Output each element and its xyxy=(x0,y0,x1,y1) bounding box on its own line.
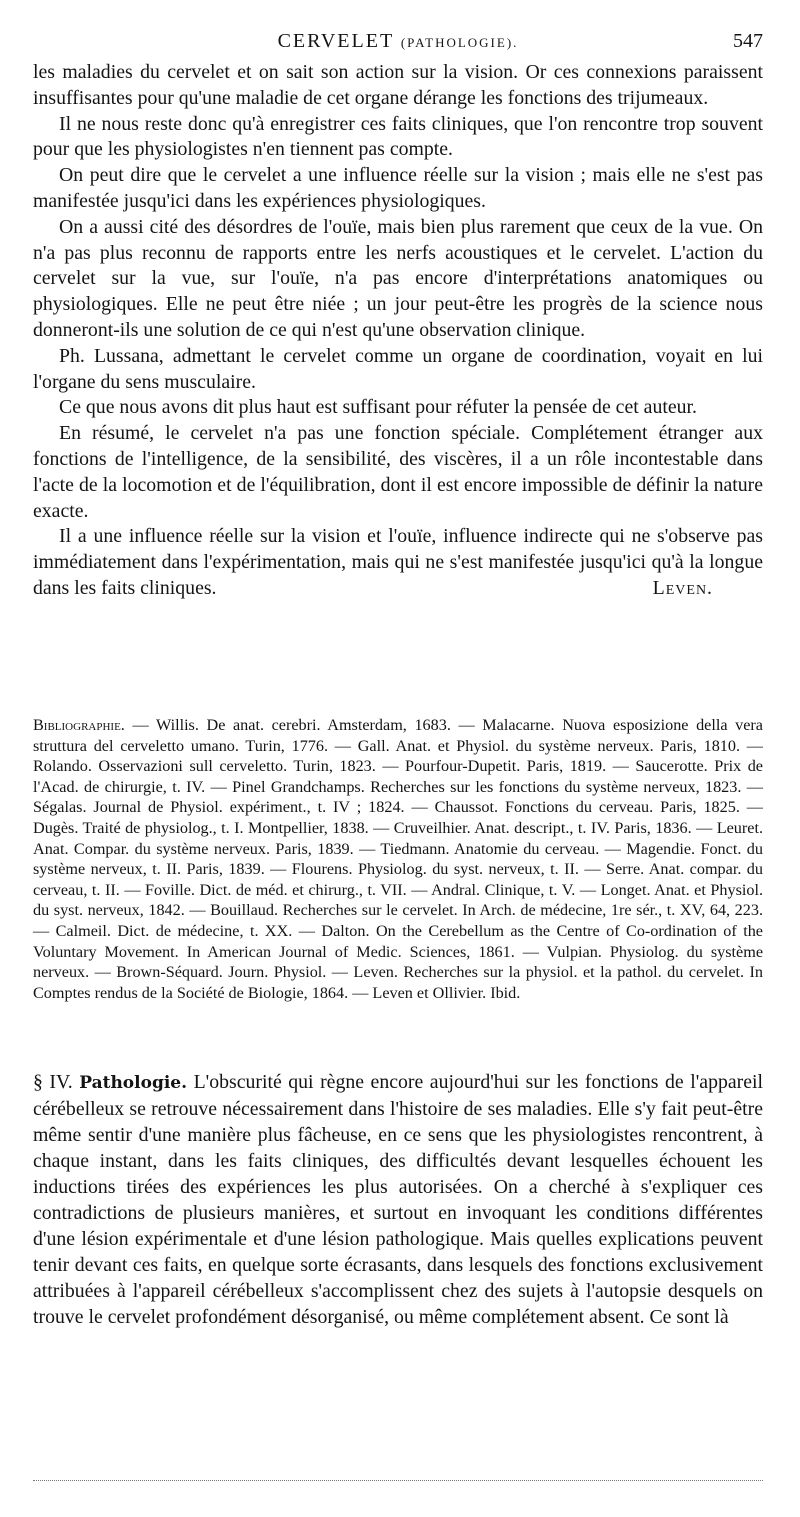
section-text: L'obscurité qui règne encore aujourd'hui sur les fonctions de l'appareil cérébelleux se retrouve nécessairement dans l'histoire de ses maladies. Elle s'y fait peut-être même sentir d'une manière plus fâcheuse, en ce sens que les physiologistes rencontrent, à chaque instant, dans les faits cliniques, des difficultés devant lesquelles échouent les inductions tirées des expériences les plus autorisées. On a cherché à s'expliquer ces contradictions de plusieurs manières, et surtout en invoquant les conditions différentes d'une lésion expérimentale et d'une lésion pathologique. Mais quelles explications peuvent tenir devant ces faits, en quelque sorte écrasants, dans lesquels des fonctions exclusivement attribuées à l'appareil cérébelleux s'accomplissent chez des sujets à l'autopsie desquels on trouve le cervelet profondément désorganisé, ou même complétement absent. Ce sont là xyxy=(33,1071,763,1328)
paragraph: Ce que nous avons dit plus haut est suffisant pour réfuter la pensée de cet auteur. xyxy=(59,396,697,419)
paragraph: On peut dire que le cervelet a une influence réelle sur la vision ; mais elle ne s'est pas manifestée jusqu'ici dans les expériences physiologiques. xyxy=(33,164,763,212)
body-text xyxy=(33,60,763,602)
bibliography-text: — Willis. De anat. cerebri. Amsterdam, 1683. — Malacarne. Nuova esposizione della vera struttura del cerveletto umano. Turin, 1776. — Gall. Anat. et Physiol. du système nerveux. Paris, 1810. — Rolando. Osservazioni sull cerveletto. Turin, 1823. — Pourfour-Dupetit. Paris, 1819. — Saucerotte. Prix de l'Acad. de chirurgie, t. IV. — Pinel Grandchamps. Recherches sur les fonctions du système nerveux, 1823. — Ségalas. Journal de Physiol. expériment., t. IV ; 1824. — Chaussot. Fonctions du cerveau. Paris, 1825. — Dugès. Traité de physiolog., t. I. Montpellier, 1838. — Cruveilhier. Anat. descript., t. IV. Paris, 1836. — Leuret. Anat. Compar. du système nerveux. Paris, 1839. — Tiedmann. Anatomie du cerveau. — Magendie. Fonct. du système nerveux, t. II. Paris, 1839. — Flourens. Physiolog. du syst. nerveux, t. II. — Serre. Anat. compar. du cerveau, t. II. — Foville. Dict. de méd. et chirurg., t. VII. — Andral. Clinique, t. V. — Longet. Anat. et Physiol. du syst. nerveux, 1842. — Bouillaud. Recherches sur le cervelet. In Arch. de médecine, 1re sér., t. XV, 64, 223. — Calmeil. Dict. de médecine, t. XX. — Dalton. On the Cerebellum as the Centre of Co-ordination of the Voluntary Movement. In American Journal of Medic. Sciences, 1861. — Vulpian. Physiolog. du système nerveux. — Brown-Séquard. Journ. Physiol. — Leven. Recherches sur la physiol. et la pathol. du cervelet. In Comptes rendus de la Société de Biologie, 1864. — Leven et Ollivier. Ibid. xyxy=(33,716,763,1002)
running-header xyxy=(33,30,763,56)
paragraph: les maladies du cervelet et on sait son action sur la vision. Or ces connexions paraissent insuffisantes pour qu'une maladie de cet organe dérange les fonctions des trijumeaux. xyxy=(33,61,763,109)
page-number: 547 xyxy=(733,30,763,52)
paragraph: Il ne nous reste donc qu'à enregistrer ces faits cliniques, que l'on rencontre trop souvent pour que les physiologistes n'en tiennent pas compte. xyxy=(33,112,763,161)
paragraph: En résumé, le cervelet n'a pas une fonction spéciale. Complétement étranger aux fonctions de l'intelligence, de la sensibilité, des viscères, il a un rôle incontestable dans l'acte de la locomotion et de l'équilibration, dont il est encore impossible de définir la nature exacte. xyxy=(33,422,763,522)
running-title xyxy=(33,30,763,53)
paragraph: On a aussi cité des désordres de l'ouïe, mais bien plus rarement que ceux de la vue. On n'a pas plus reconnu de rapports entre les nerfs acoustiques et le cervelet. L'action du cervelet sur la vue, sur l'ouïe, n'a pas encore d'interprétations anatomiques ou physiologiques. Elle ne peut être niée ; un jour peut-être les progrès de la science nous donneront-ils une solution de ce qui n'est qu'une observation clinique. xyxy=(33,215,763,341)
bibliography xyxy=(33,715,763,1003)
running-title-sub: (PATHOLOGIE). xyxy=(400,35,519,50)
section-pathologie xyxy=(33,1069,763,1330)
paragraph-with-signature xyxy=(33,524,763,601)
paragraph: Il a une influence réelle sur la vision et l'ouïe, influence indirecte qui ne s'observe pas immédiatement dans l'expérimentation, mais qui ne s'est manifestée jusqu'ici qu'à la longue dans les faits cliniques. xyxy=(33,525,763,599)
bibliography-label: Bibliographie. xyxy=(33,716,125,734)
paragraph: Ph. Lussana, admettant le cervelet comme un organe de coordination, voyait en lui l'organe du sens musculaire. xyxy=(33,344,763,393)
running-title-main: CERVELET xyxy=(277,30,394,52)
section-mark: § IV. xyxy=(33,1071,73,1093)
author-signature: Leven. xyxy=(652,576,713,599)
footer-rule xyxy=(33,1480,763,1481)
section-title: Pathologie. xyxy=(79,1073,188,1093)
